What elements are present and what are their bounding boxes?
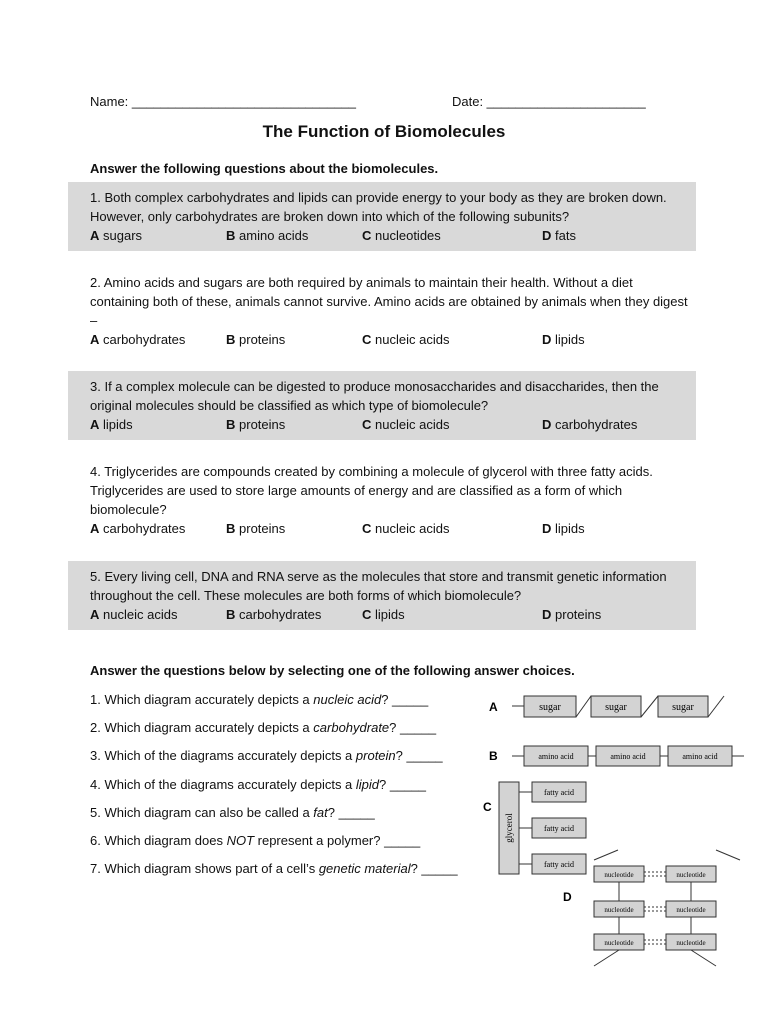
diagram-c-unit: fatty acid: [544, 860, 574, 869]
diagram-a-unit: sugar: [672, 702, 694, 713]
option-c[interactable]: C nucleotides: [362, 228, 441, 243]
section2-instruction: Answer the questions below by selecting one of the following answer choices.: [90, 663, 575, 678]
question-text: 5. Every living cell, DNA and RNA serve as the molecules that store and transmit genetic information throughout the cell. These molecules are both forms of which biomolecule?: [90, 569, 667, 603]
diagram-d-unit: nucleotide: [604, 906, 634, 914]
diagram-d-unit: nucleotide: [604, 871, 634, 879]
diagram-a-unit: sugar: [605, 702, 627, 713]
diagram-b-unit: amino acid: [610, 752, 646, 761]
page-title: The Function of Biomolecules: [262, 122, 506, 141]
diagram-c-backbone: glycerol: [504, 813, 514, 843]
diagram-a-label: A: [489, 700, 498, 714]
question-text: 4. Triglycerides are compounds created by combining a molecule of glycerol with three fatty acids. Triglycerides are used to store large amounts of energy and are classified as a form of which biomolecule?: [90, 464, 653, 517]
option-c[interactable]: C nucleic acids: [362, 521, 450, 536]
question-text: 1. Both complex carbohydrates and lipids can provide energy to your body as they are broken down. However, only carbohydrates are broken down into which of the following subunits?: [90, 190, 667, 224]
matching-question-7: 7. Which diagram shows part of a cell’s genetic material? _____: [90, 861, 458, 876]
name-field[interactable]: Name: _______________________________: [90, 94, 357, 109]
matching-question-3: 3. Which of the diagrams accurately depicts a protein? _____: [90, 748, 443, 763]
diagram-c-label: C: [483, 800, 492, 814]
option-b[interactable]: B proteins: [226, 417, 286, 432]
option-d[interactable]: D fats: [542, 228, 576, 243]
diagram-d-label: D: [563, 890, 572, 904]
option-a[interactable]: A carbohydrates: [90, 521, 186, 536]
option-b[interactable]: B carbohydrates: [226, 607, 322, 622]
option-a[interactable]: A lipids: [90, 417, 133, 432]
option-a[interactable]: A nucleic acids: [90, 607, 178, 622]
option-b[interactable]: B proteins: [226, 521, 286, 536]
matching-question-2: 2. Which diagram accurately depicts a carbohydrate? _____: [90, 720, 437, 735]
diagram-d-unit: nucleotide: [604, 939, 634, 947]
diagram-b-label: B: [489, 749, 498, 763]
option-d[interactable]: D proteins: [542, 607, 602, 622]
diagram-a-unit: sugar: [539, 702, 561, 713]
diagram-d-unit: nucleotide: [676, 871, 706, 879]
option-c[interactable]: C lipids: [362, 607, 405, 622]
diagram-d-unit: nucleotide: [676, 906, 706, 914]
option-c[interactable]: C nucleic acids: [362, 417, 450, 432]
option-d[interactable]: D carbohydrates: [542, 417, 638, 432]
diagram-b-unit: amino acid: [682, 752, 718, 761]
matching-question-1: 1. Which diagram accurately depicts a nucleic acid? _____: [90, 692, 429, 707]
section1-instruction: Answer the following questions about the biomolecules.: [90, 161, 439, 176]
option-a[interactable]: A carbohydrates: [90, 332, 186, 347]
question-text: 3. If a complex molecule can be digested to produce monosaccharides and disaccharides, then the original molecules should be classified as which type of biomolecule?: [90, 379, 659, 413]
option-a[interactable]: A sugars: [90, 228, 143, 243]
option-d[interactable]: D lipids: [542, 521, 585, 536]
option-b[interactable]: B proteins: [226, 332, 286, 347]
option-c[interactable]: C nucleic acids: [362, 332, 450, 347]
diagram-d-unit: nucleotide: [676, 939, 706, 947]
matching-question-4: 4. Which of the diagrams accurately depicts a lipid? _____: [90, 777, 427, 792]
diagram-c-unit: fatty acid: [544, 824, 574, 833]
diagram-b-unit: amino acid: [538, 752, 574, 761]
option-b[interactable]: B amino acids: [226, 228, 309, 243]
matching-question-6: 6. Which diagram does NOT represent a polymer? _____: [90, 833, 421, 848]
question-text: 2. Amino acids and sugars are both required by animals to maintain their health. Without a diet containing both of these, animals cannot survive. Amino acids are obtained by animals when they digest –: [90, 275, 688, 328]
option-d[interactable]: D lipids: [542, 332, 585, 347]
matching-question-5: 5. Which diagram can also be called a fat? _____: [90, 805, 375, 820]
date-field[interactable]: Date: ______________________: [452, 94, 646, 109]
diagram-c-unit: fatty acid: [544, 788, 574, 797]
